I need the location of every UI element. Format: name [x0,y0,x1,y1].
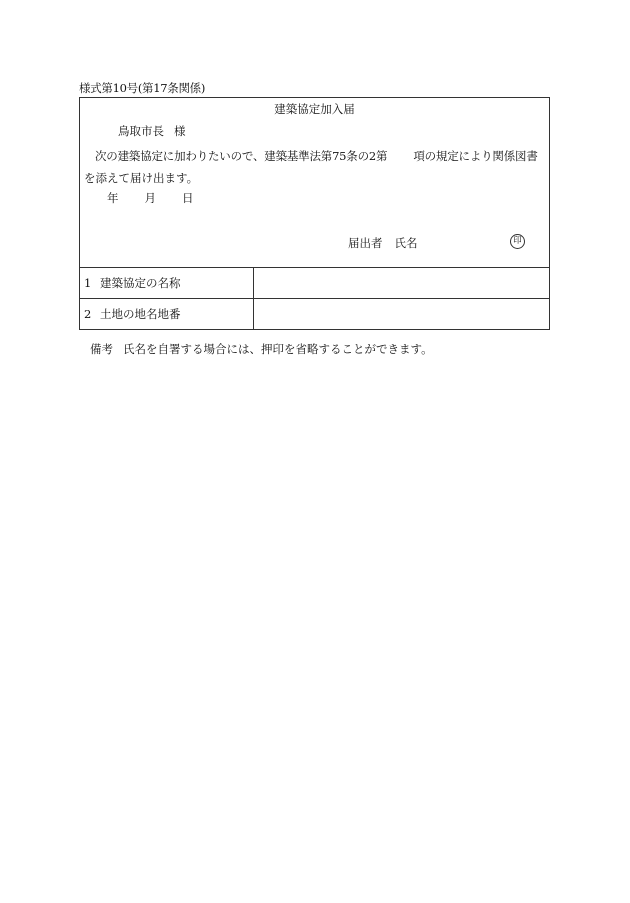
remarks [90,341,433,357]
remarks-text: 氏名を自署する場合には、押印を省略することができます。 [123,342,433,356]
body-text-line-1b: 項の規定により関係図書 [413,149,538,163]
submitter-name-label: 氏名 [394,236,418,250]
row-label-text: 建築協定の名称 [100,276,181,290]
addressee-name: 鳥取市長 [118,124,164,138]
addressee [118,123,186,139]
table-row [80,267,549,298]
row-number: 2 [84,307,92,321]
submitter-line [348,235,418,251]
date-day-label: 日 [182,191,194,205]
body-text [84,145,550,189]
form-number-label: 様式第10号(第17条関係) [79,81,206,95]
agreement-name-field[interactable] [254,268,549,298]
notification-form [79,97,550,330]
date-row [107,190,194,206]
body-text-line-1a: 次の建築協定に加わりたいので、建築基準法第75条の2第 [95,149,388,163]
addressee-honorific: 様 [174,124,186,138]
land-lot-field[interactable] [254,299,549,329]
row-label-agreement-name [80,268,254,298]
row-number: 1 [84,276,92,290]
row-label-text: 土地の地名地番 [100,307,181,321]
date-month-label: 月 [144,191,156,205]
remarks-label: 備考 [90,342,113,356]
table-row [80,298,549,329]
seal-mark: 印 [510,234,525,249]
form-title: 建築協定加入届 [274,102,355,116]
body-text-line-1 [84,145,550,167]
row-label-land-lot [80,299,254,329]
body-text-line-2: を添えて届け出ます。 [84,171,199,185]
date-year-label: 年 [107,191,119,205]
submitter-label: 届出者 [348,236,383,250]
